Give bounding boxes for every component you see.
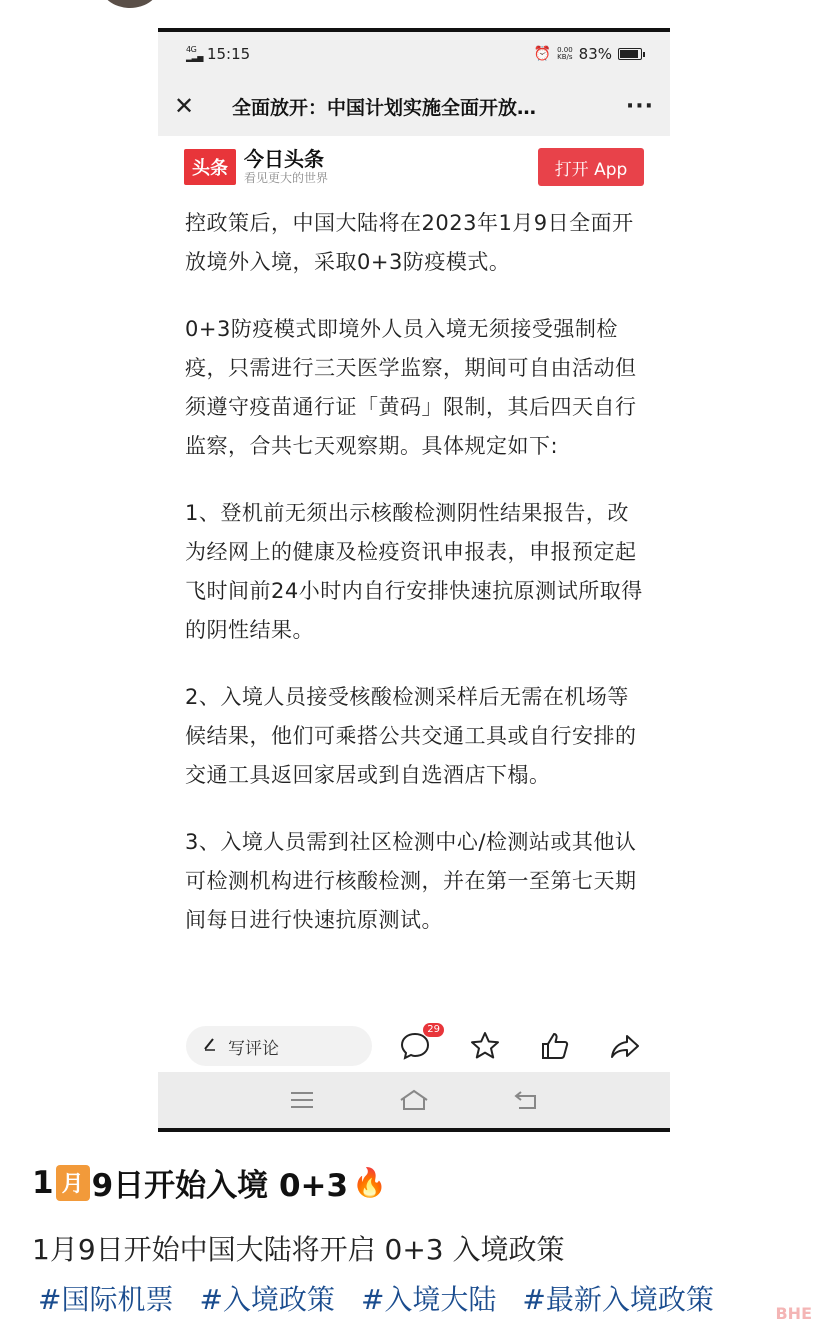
fire-icon: 🔥 (352, 1166, 387, 1199)
open-app-button[interactable]: 打开 App (538, 148, 644, 186)
alarm-icon: ⏰ (533, 46, 552, 62)
article-paragraph: 控政策后，中国大陆将在2023年1月9日全面开放境外入境，采取0+3防疫模式。 (185, 211, 634, 274)
article-paragraph: 3、入境人员需到社区检测中心/检测站或其他认可检测机构进行核酸检测，并在第一至第七天期间每日进行快速抗原测试。 (185, 830, 637, 932)
calendar-icon: 月 (56, 1165, 90, 1201)
comment-count-badge: 29 (423, 1023, 444, 1037)
bottom-toolbar (158, 1018, 670, 1074)
avatar[interactable] (100, 0, 160, 8)
home-icon[interactable] (398, 1088, 430, 1116)
brand-slogan: 看见更大的世界 (244, 171, 329, 185)
battery-icon (618, 48, 642, 60)
nav-bar (158, 76, 670, 136)
system-nav-bar (158, 1072, 670, 1132)
menu-icon[interactable] (289, 1090, 315, 1114)
more-icon[interactable]: ··· (625, 93, 654, 119)
post-body: 1月9日开始中国大陆将开启 0+3 入境政策 (32, 1233, 565, 1266)
phone-screenshot (158, 28, 670, 1132)
thumbs-up-icon[interactable] (538, 1029, 572, 1063)
article-paragraph: 0+3防疫模式即境外人员入境无须接受强制检疫，只需进行三天医学监察，期间可自由活动但须遵守疫苗通行证「黄码」限制，其后四天自行监察，合共七天观察期。具体规定如下: (185, 317, 637, 458)
brand-banner (158, 136, 670, 198)
brand-name: 今日头条 (244, 147, 324, 171)
hashtag-link[interactable]: #入境大陆 (360, 1283, 497, 1316)
network-speed: 0.00 KB/s (557, 46, 573, 61)
comment-icon[interactable] (398, 1024, 440, 1063)
status-time: 15:15 (206, 45, 251, 63)
page-title: 全面放开：中国计划实施全面开放… (232, 96, 537, 119)
hashtag-link[interactable]: #最新入境政策 (522, 1283, 714, 1316)
toutiao-logo: 头条 (184, 149, 236, 185)
back-icon[interactable] (513, 1089, 539, 1115)
article-body (185, 204, 645, 1014)
article-paragraph: 1、登机前无须出示核酸检测阴性结果报告，改为经网上的健康及检疫资讯申报表，申报预定起飞时间前24小时内自行安排快速抗原测试所取得的阴性结果。 (185, 501, 643, 642)
share-icon[interactable] (608, 1029, 642, 1063)
hashtag-list (38, 1278, 714, 1318)
battery-percent: 83% (578, 45, 612, 63)
signal-icon: 4G ▂▃▅ (186, 45, 203, 62)
close-icon[interactable]: ✕ (174, 92, 195, 120)
status-bar (158, 32, 670, 76)
comment-input[interactable] (186, 1026, 372, 1066)
article-paragraph: 2、入境人员接受核酸检测采样后无需在机场等候结果，他们可乘搭公共交通工具或自行安排的交通工具返回家居或到自选酒店下榻。 (185, 685, 637, 787)
post-title: 1 月 9日开始入境 0+3 🔥 (32, 1164, 387, 1204)
pen-icon (202, 1036, 218, 1056)
hashtag-link[interactable]: #入境政策 (199, 1283, 335, 1316)
comment-placeholder: 写评论 (228, 1038, 279, 1059)
watermark: BHE (775, 1304, 812, 1323)
hashtag-link[interactable]: #国际机票 (38, 1283, 174, 1316)
star-icon[interactable] (468, 1029, 502, 1063)
